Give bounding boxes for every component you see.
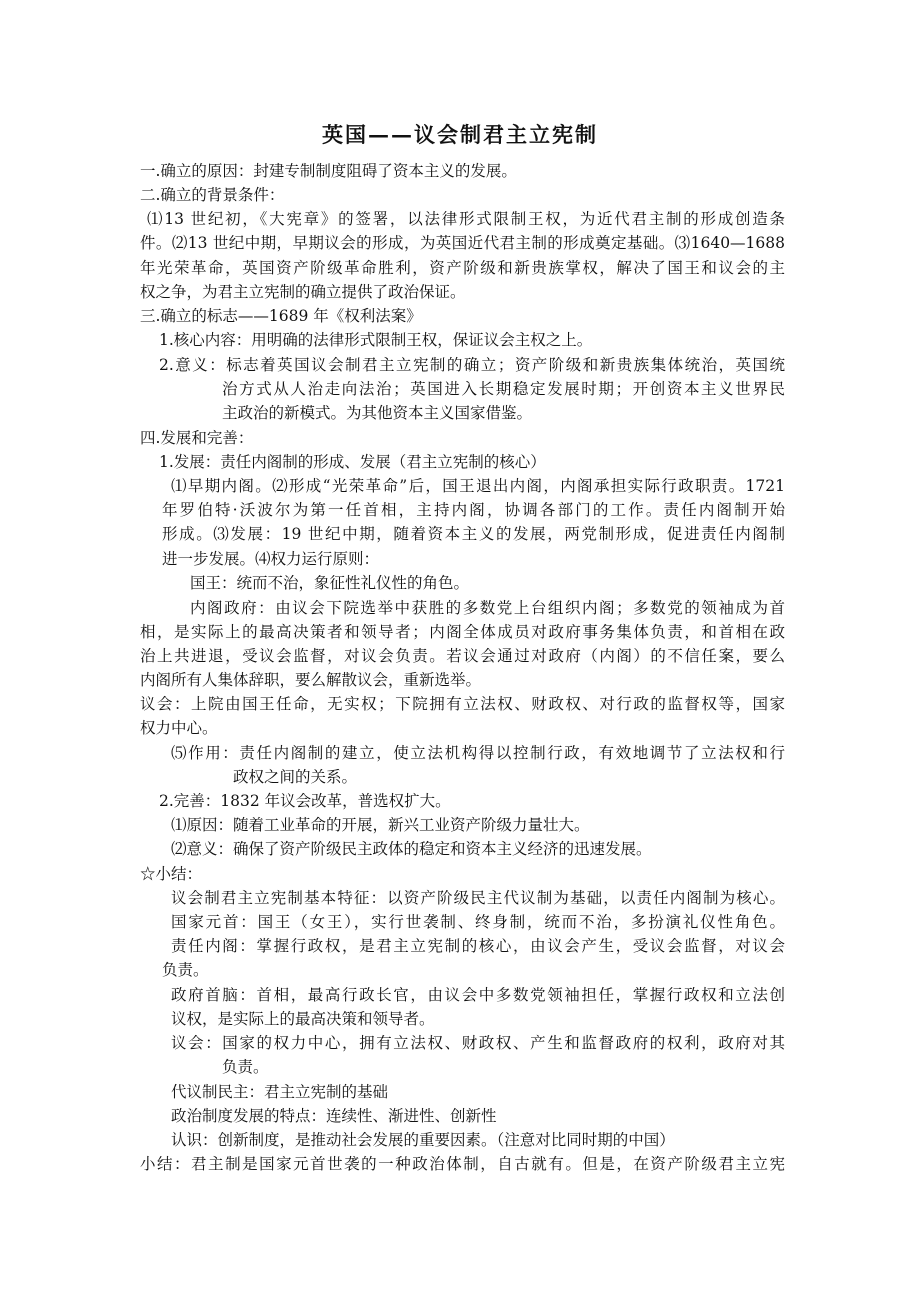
text-line: 政权之间的关系。: [233, 768, 358, 786]
text-line: 权之争，为君主立宪制的确立提供了政治保证。: [140, 283, 466, 301]
text-line: ⑴原因：随着工业革命的开展，新兴工业资产阶级力量壮大。: [171, 816, 590, 834]
text-line: 责任内阁：掌握行政权，是君主立宪制的核心，由议会产生，受议会监督，对议会: [171, 937, 785, 955]
text-line: 认识：创新制度，是推动社会发展的重要因素。（注意对比同时期的中国）: [171, 1131, 675, 1149]
text-line: 年罗伯特·沃波尔为第一任首相，主持内阁，协调各部门的工作。责任内阁制开始: [162, 501, 785, 519]
text-line: ⑴早期内阁。⑵形成“光荣革命”后，国王退出内阁，内阁承担实际行政职责。1721: [171, 477, 785, 495]
text-line: 国王：统而不治，象征性礼仪性的角色。: [190, 574, 470, 592]
text-line: 形成。⑶发展：19 世纪中期，随着资本主义的发展，两党制形成，促进责任内阁制: [162, 525, 785, 543]
text-line: 内阁所有人集体辞职，要么解散议会，重新选举。: [140, 671, 482, 689]
text-line: 治上共进退，受议会监督，对议会负责。若议会通过对政府（内阁）的不信任案，要么: [140, 647, 785, 665]
text-line: 代议制民主：君主立宪制的基础: [171, 1083, 389, 1101]
text-line: 议会：上院由国王任命，无实权；下院拥有立法权、财政权、对行政的监督权等，国家: [140, 695, 785, 713]
text-line: ☆小结：: [140, 865, 203, 883]
text-line: ⑸作用：责任内阁制的建立，使立法机构得以控制行政，有效地调节了立法权和行: [171, 744, 785, 762]
text-line: 政治制度发展的特点：连续性、渐进性、创新性: [171, 1107, 497, 1125]
text-line: 1.核心内容：用明确的法律形式限制王权，保证议会主权之上。: [159, 331, 593, 349]
text-line: 负责。: [222, 1058, 269, 1076]
text-line: 权力中心。: [140, 719, 218, 737]
text-line: ⑴13 世纪初，《大宪章》的签署，以法律形式限制王权，为近代君主制的形成创造条: [147, 210, 785, 228]
text-line: 主政治的新模式。为其他资本主义国家借鉴。: [222, 404, 533, 422]
text-line: 进一步发展。⑷权力运行原则：: [162, 550, 380, 568]
text-line: 二.确立的背景条件：: [140, 186, 285, 204]
text-line: 议会制君主立宪制基本特征：以资产阶级民主代议制为基础，以责任内阁制为核心。: [171, 889, 785, 907]
text-line: 小结：君主制是国家元首世袭的一种政治体制，自古就有。但是，在资产阶级君主立宪: [140, 1155, 785, 1173]
text-line: 议会：国家的权力中心，拥有立法权、财政权、产生和监督政府的权利，政府对其: [171, 1034, 785, 1052]
text-line: 2.完善：1832 年议会改革，普选权扩大。: [159, 792, 451, 810]
text-line: 内阁政府：由议会下院选举中获胜的多数党上台组织内阁；多数党的领袖成为首: [190, 599, 785, 617]
text-line: 国家元首：国王（女王），实行世袭制、终身制，统而不治，多扮演礼仪性角色。: [171, 913, 785, 931]
text-line: ⑵意义：确保了资产阶级民主政体的稳定和资本主义经济的迅速发展。: [171, 840, 652, 858]
text-line: 1.发展：责任内阁制的形成、发展（君主立宪制的核心）: [159, 453, 546, 471]
text-line: 四.发展和完善：: [140, 429, 254, 447]
text-line: 2.意义：标志着英国议会制君主立宪制的确立；资产阶级和新贵族集体统治，英国统: [159, 356, 785, 374]
text-line: 年光荣革命，英国资产阶级革命胜利，资产阶级和新贵族掌权，解决了国王和议会的主: [140, 259, 785, 277]
text-line: 件。⑵13 世纪中期，早期议会的形成，为英国近代君主制的形成奠定基础。⑶1640—1688: [140, 234, 785, 252]
text-line: 相，是实际上的最高决策者和领导者；内阁全体成员对政府事务集体负责，和首相在政: [140, 623, 785, 641]
text-line: 负责。: [162, 961, 209, 979]
text-line: 议权，是实际上的最高决策和领导者。: [171, 1010, 435, 1028]
text-line: 治方式从人治走向法治；英国进入长期稳定发展时期；开创资本主义世界民: [222, 380, 785, 398]
text-line: 三.确立的标志——1689 年《权利法案》: [140, 307, 422, 325]
document-title: 英国——议会制君主立宪制: [322, 122, 598, 147]
text-line: 一.确立的原因：封建专制制度阻碍了资本主义的发展。: [140, 162, 517, 180]
text-line: 政府首脑：首相，最高行政长官，由议会中多数党领袖担任，掌握行政权和立法创: [171, 986, 785, 1004]
